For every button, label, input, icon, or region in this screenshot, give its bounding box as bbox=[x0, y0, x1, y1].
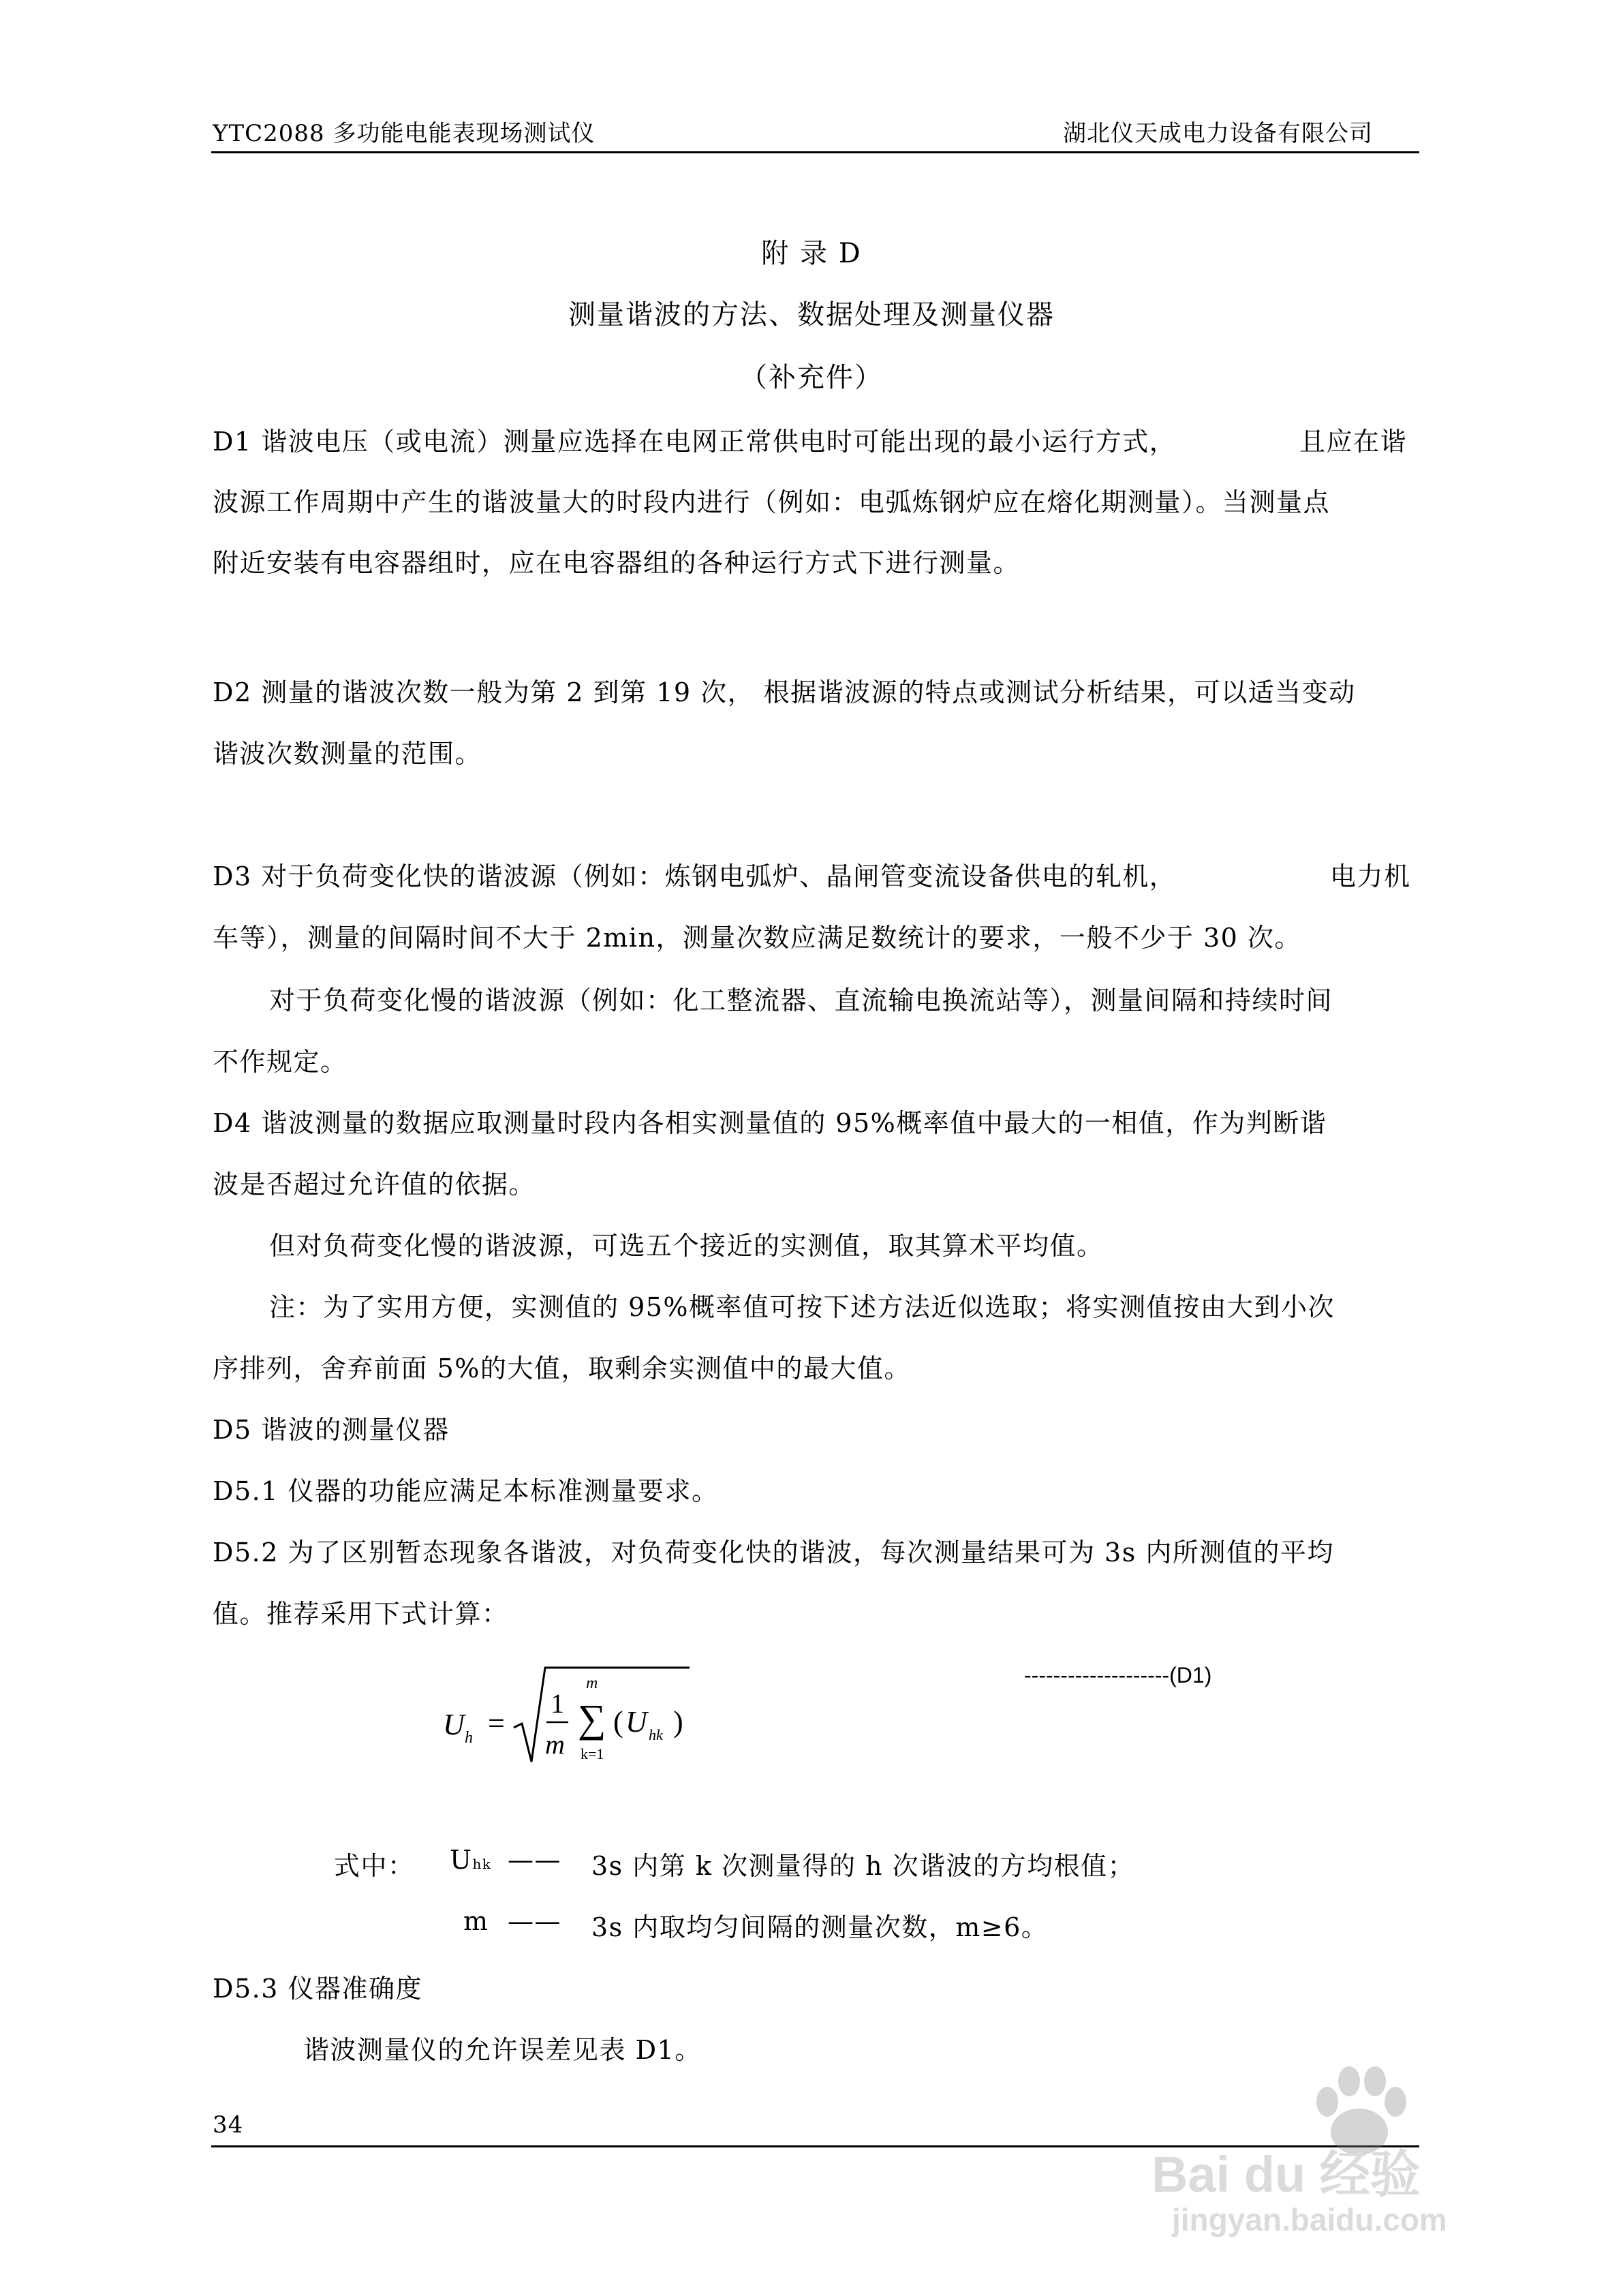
d3-line-1-tail: 电力机 bbox=[1330, 861, 1411, 891]
d4-line-3: 但对负荷变化慢的谐波源，可选五个接近的实测值，取其算术平均值。 bbox=[269, 1231, 1104, 1261]
d4-line-2: 波是否超过允许值的依据。 bbox=[213, 1169, 536, 1199]
header-rule bbox=[211, 151, 1419, 153]
where-prefix: 式中： bbox=[334, 1851, 415, 1881]
watermark-url: jingyan.baidu.com bbox=[1172, 2202, 1447, 2237]
d2-line-2: 谐波次数测量的范围。 bbox=[213, 739, 482, 769]
formula-sum-bottom: k=1 bbox=[581, 1745, 604, 1762]
watermark-brand: Bai du 经验 bbox=[1151, 2146, 1421, 2203]
d1-line-2: 波源工作周期中产生的谐波量大的时段内进行（例如：电弧炼钢炉应在熔化期测量）。当测量点 bbox=[213, 487, 1331, 517]
d1-line-1-tail: 且应在谐 bbox=[1299, 427, 1408, 457]
page-number: 34 bbox=[213, 2111, 244, 2139]
equation-label: --------------------(D1) bbox=[1024, 1663, 1212, 1687]
where-desc-2: 3s 内取均匀间隔的测量次数，m≥6。 bbox=[591, 1912, 1049, 1942]
d5-3-text: 谐波测量仪的允许误差见表 D1。 bbox=[303, 2035, 702, 2065]
d2-line-1: D2 测量的谐波次数一般为第 2 到第 19 次， 根据谐波源的特点或测试分析结果，可以适当变动 bbox=[213, 677, 1356, 707]
formula-lhs-u: U bbox=[443, 1708, 465, 1741]
formula-paren-open: ( bbox=[613, 1705, 623, 1739]
where-symbol-uhk-base: U bbox=[450, 1845, 473, 1875]
where-dash-1: —— bbox=[508, 1845, 561, 1875]
note-line-1: 注：为了实用方便，实测值的 95%概率值可按下述方法近似选取；将实测值按由大到小次 bbox=[269, 1292, 1335, 1322]
header-right-company: 湖北仪天成电力设备有限公司 bbox=[1063, 120, 1373, 147]
where-symbol-uhk bbox=[450, 1845, 492, 1875]
where-desc-1: 3s 内第 k 次测量得的 h 次谐波的方均根值； bbox=[591, 1851, 1135, 1881]
formula-sigma: ∑ bbox=[578, 1696, 606, 1741]
d1-line-3: 附近安装有电容器组时，应在电容器组的各种运行方式下进行测量。 bbox=[213, 548, 1021, 578]
d3-line-1: D3 对于负荷变化快的谐波源（例如：炼钢电弧炉、晶闸管变流设备供电的轧机， bbox=[213, 861, 1177, 891]
appendix-label: 附 录 D bbox=[761, 238, 862, 269]
d3-line-4: 不作规定。 bbox=[213, 1047, 347, 1077]
note-line-2: 序排列，舍弃前面 5%的大值，取剩余实测值中的最大值。 bbox=[213, 1353, 911, 1383]
formula-sum-top: m bbox=[586, 1674, 598, 1692]
header-left-title: YTC2088 多功能电能表现场测试仪 bbox=[213, 120, 596, 147]
formula-equals: = bbox=[488, 1706, 505, 1740]
where-symbol-m: m bbox=[463, 1906, 489, 1936]
d3-line-2: 车等），测量的间隔时间不大于 2min，测量次数应满足数统计的要求，一般不少于 30 次。 bbox=[213, 923, 1301, 953]
formula-paren-close: ) bbox=[673, 1705, 683, 1739]
d5-1: D5.1 仪器的功能应满足本标准测量要求。 bbox=[213, 1476, 719, 1506]
d5-2-line-2: 值。推荐采用下式计算： bbox=[213, 1599, 509, 1629]
d1-line-1: D1 谐波电压（或电流）测量应选择在电网正常供电时可能出现的最小运行方式， bbox=[213, 427, 1177, 457]
d3-line-3: 对于负荷变化慢的谐波源（例如：化工整流器、直流输电换流站等），测量间隔和持续时间 bbox=[269, 985, 1333, 1015]
formula-d1 bbox=[429, 1659, 715, 1789]
where-dash-2: —— bbox=[508, 1906, 561, 1936]
d5-heading: D5 谐波的测量仪器 bbox=[213, 1415, 450, 1445]
formula-frac-den: m bbox=[545, 1729, 565, 1760]
appendix-subtitle: （补充件） bbox=[740, 362, 883, 393]
d5-2-line-1: D5.2 为了区别暂态现象各谐波，对负荷变化快的谐波，每次测量结果可为 3s 内所测值的平均 bbox=[213, 1537, 1334, 1567]
d4-line-1: D4 谐波测量的数据应取测量时段内各相实测量值的 95%概率值中最大的一相值，作为判断谐 bbox=[213, 1108, 1327, 1138]
d5-3-heading: D5.3 仪器准确度 bbox=[213, 1974, 422, 2004]
formula-term-u: U bbox=[625, 1705, 647, 1739]
formula-lhs-sub: h bbox=[465, 1729, 473, 1747]
where-symbol-uhk-sub: hk bbox=[472, 1856, 492, 1872]
formula-term-sub: hk bbox=[649, 1726, 663, 1743]
formula-frac-num: 1 bbox=[551, 1688, 564, 1719]
appendix-title: 测量谐波的方法、数据处理及测量仪器 bbox=[568, 299, 1055, 331]
